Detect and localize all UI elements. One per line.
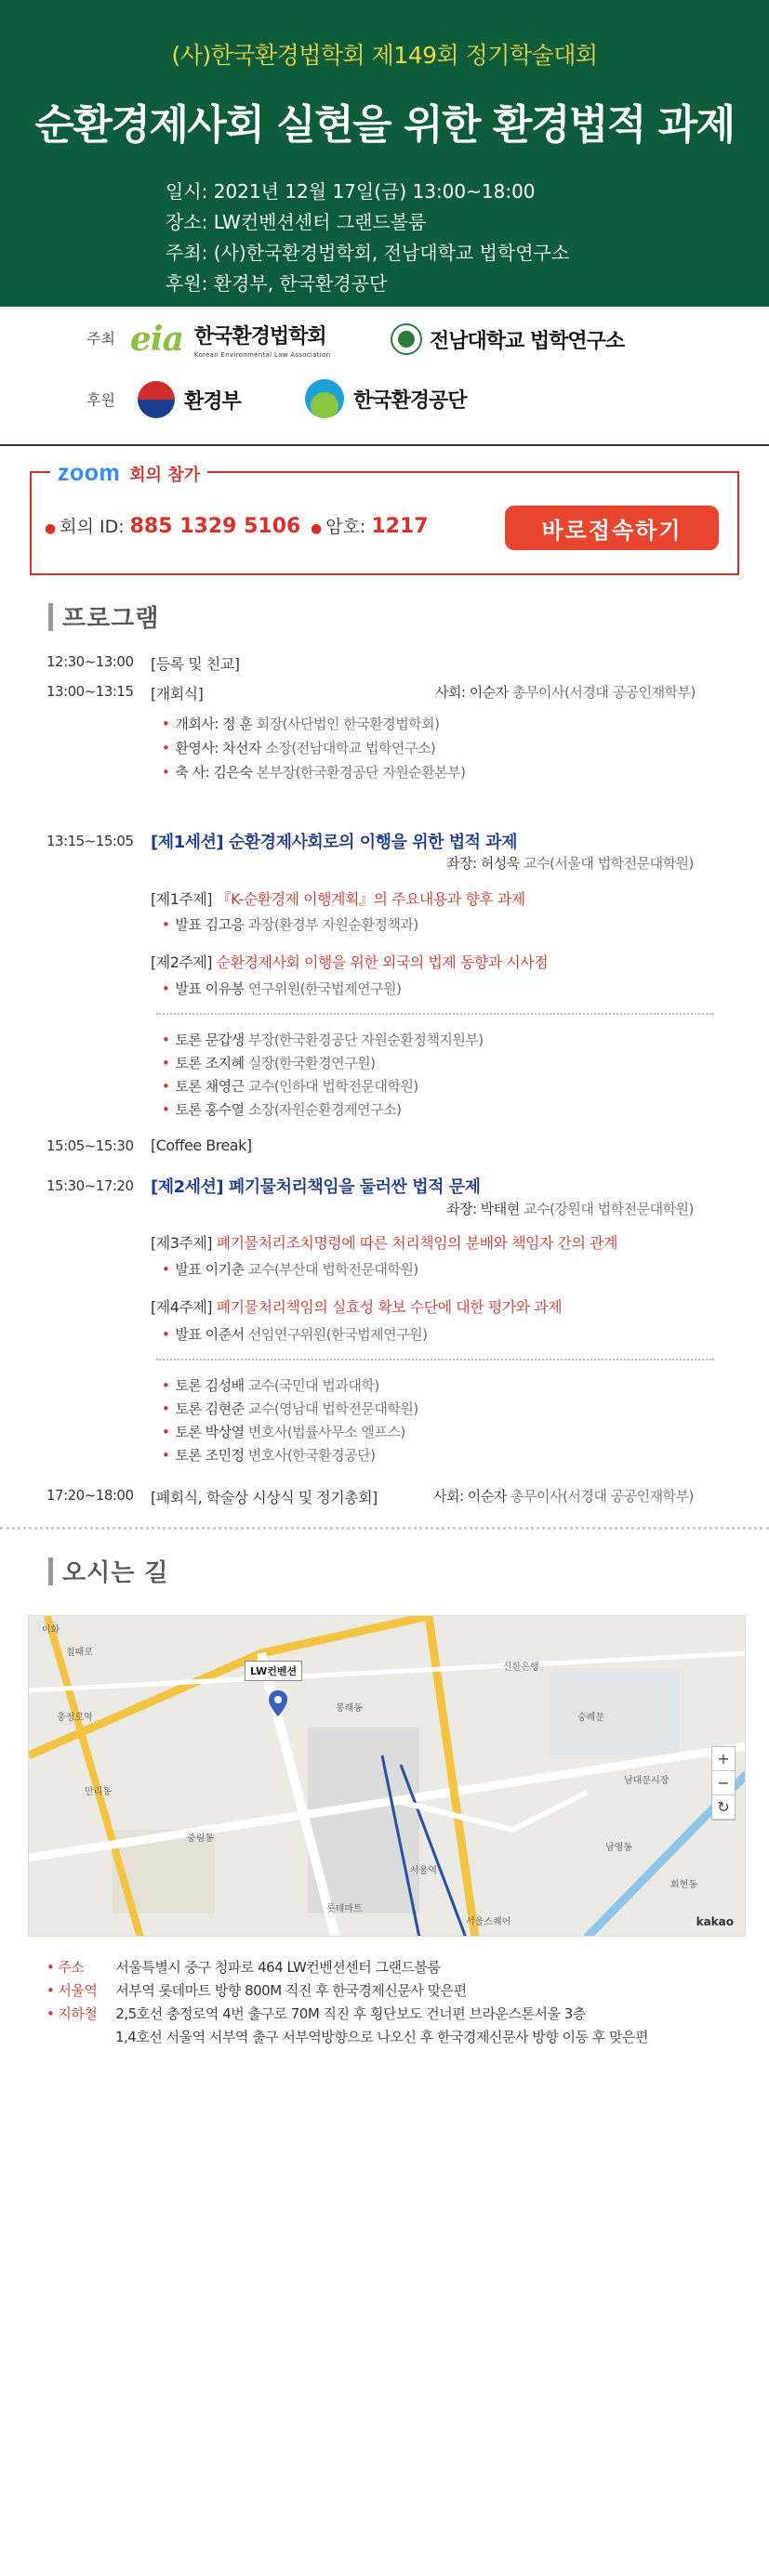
topic2: [제2주제] 순환경제사회 이행을 위한 외국의 법제 동향과 시사점 [151,953,549,971]
discussant: • 토론 김현준 교수(영남대 법학전문대학원) [162,1400,418,1417]
eia-mark-icon: eia [130,320,183,359]
bullet-icon: ● [311,521,323,536]
map-label: 봉래동 [336,1703,363,1714]
registration-time: 12:30~13:00 [46,653,134,670]
map-label: 서울스퀘어 [466,1917,511,1927]
direction-subway-extra: 1,4호선 서울역 서부역 출구 서부역방향으로 나오신 후 한국경제신문사 방향 이동 후 맞은편 [115,2029,648,2045]
password-value: 1217 [371,515,429,538]
header-banner [0,0,769,307]
kela-name: 한국환경법학회 [193,324,326,348]
discussant: • 토론 문갑생 부장(한국환경공단 자원순환정책지원부) [162,1032,484,1048]
program-heading-text: 프로그램 [62,605,160,633]
registration-item: [등록 및 친교] [151,655,240,673]
map-label: 숭례문 [577,1713,604,1723]
join-meeting-button[interactable]: 바로접속하기 [505,506,719,550]
map-label: 회현동 [670,1880,697,1890]
map-venue-tag: LW컨벤션 [245,1661,302,1681]
map-label: 남대문시장 [624,1776,670,1786]
list-item: • 축 사: 김은숙 본부장(한국환경공단 자원순환본부) [162,764,466,781]
kakao-logo: kakao [696,1915,734,1928]
map-label: 서울역 [410,1866,437,1876]
jnu-logo [391,323,624,355]
closing-time: 17:20~18:00 [46,1487,134,1504]
session2-title: [제2세션] 폐기물처리책임을 둘러싼 법적 문제 [151,1177,481,1197]
kela-logo [130,320,330,359]
kela-english-name: Korean Environmental Law Association [193,350,331,359]
map-label: 롯데마트 [326,1904,363,1914]
sponsor-logos [0,307,769,446]
session1-title: [제1세션] 순환경제사회로의 이행을 위한 법적 과제 [151,833,518,852]
info-host: 주최: (사)한국환경법학회, 전남대학교 법학연구소 [166,242,570,264]
map-label: 칠패로 [66,1648,93,1658]
topic3-presenter: • 발표 이기춘 교수(부산대 법학전문대학원) [162,1261,418,1278]
topic2-presenter: • 발표 이유봉 연구위원(한국법제연구원) [162,980,402,997]
map-label: 남영동 [605,1843,632,1853]
opening-item: [개회식] [151,685,204,703]
taeguk-icon [138,381,175,418]
keco-mark-icon [305,379,344,418]
section-separator [0,1527,769,1530]
jnu-seal-icon [391,323,422,355]
zoom-logo-icon: zoom [58,460,121,486]
conference-info [0,177,769,299]
closing-item: [폐회식, 학술상 시상식 및 정기총회] [151,1489,378,1506]
map-label: 신한은행 [503,1663,539,1673]
topic3: [제3주제] 폐기물처리조치명령에 따른 처리책임의 분배와 책임자 간의 관계 [151,1234,617,1252]
info-date: 일시: 2021년 12월 17일(금) 13:00~18:00 [166,180,536,203]
map-zoom-controls [711,1746,736,1820]
zoom-meeting-box [30,460,739,575]
heading-bar [48,603,53,631]
meeting-id [45,513,300,538]
location-map[interactable] [28,1615,746,1937]
session1-chair: 좌장: 허성욱 교수(서울대 법학전문대학원) [446,855,694,872]
topic4: [제4주제] 폐기물처리책임의 실효성 확보 수단에 대한 평가와 과제 [151,1298,563,1316]
divider [156,1013,714,1015]
moe-name: 환경부 [184,389,241,414]
zoom-out-icon[interactable]: − [712,1771,735,1795]
discussant: • 토론 박상열 변호사(법률사무소 엘프스) [162,1424,405,1440]
discussant: • 토론 김성배 교수(국민대 법과대학) [162,1377,379,1394]
discussant: • 토론 채영근 교수(인하대 법학전문대학원) [162,1078,418,1095]
topic1: [제1주제] 『K-순환경제 이행계획』의 주요내용과 향후 과제 [151,890,525,908]
host-label: 주최 [86,330,115,348]
direction-subway: • 지하철 2,5호선 충정로역 4번 출구로 70M 직진 후 횡단보도 건너편 브라운스톤서울 3층 [46,2005,586,2022]
map-label: 이화 [42,1625,60,1636]
discussant: • 토론 홍수열 소장(자원순환경제연구소) [162,1101,402,1118]
map-pin-icon[interactable] [269,1690,287,1716]
info-support: 후원: 환경부, 한국환경공단 [166,272,388,295]
conference-subtitle: (사)한국환경법학회 제149회 정기학술대회 [171,42,598,69]
zoom-heading [50,460,207,487]
meeting-id-value: 885 1329 5106 [129,515,301,538]
direction-address: • 주소 서울특별시 중구 청파로 464 LW컨벤션센터 그랜드볼룸 [46,1959,441,1976]
bullet-icon: ● [45,521,57,536]
topic4-presenter: • 발표 이준서 선임연구위원(한국법제연구원) [162,1326,428,1343]
zoom-join-title: 회의 참가 [129,465,201,485]
closing-chair: 사회: 이순자 총무이사(서경대 공공인재학부) [433,1488,694,1505]
break-time: 15:05~15:30 [46,1137,134,1154]
info-venue: 장소: LW컨벤션센터 그랜드볼룸 [166,211,427,233]
discussant: • 토론 조지혜 실장(한국환경연구원) [162,1055,376,1071]
meeting-id-label: 회의 ID: [60,517,125,537]
support-label: 후원 [86,391,115,409]
opening-chair: 사회: 이순자 총무이사(서경대 공공인재학부) [435,684,696,701]
password-label: 암호: [325,517,366,537]
session2-time: 15:30~17:20 [46,1177,134,1194]
session2-chair: 좌장: 박태현 교수(강원대 법학전문대학원) [446,1201,694,1217]
keco-logo [305,379,467,418]
moe-logo [138,381,241,418]
list-item: • 환영사: 차선자 소장(전남대학교 법학연구소) [162,740,436,756]
divider [156,1359,714,1360]
keco-name: 한국환경공단 [353,388,467,413]
opening-time: 13:00~13:15 [46,683,134,700]
map-label: 충정로역 [57,1713,93,1723]
directions-heading-text: 오시는 길 [62,1559,169,1587]
map-label: 만리동 [85,1787,112,1797]
zoom-in-icon[interactable]: + [712,1747,735,1771]
discussant: • 토론 조민정 변호사(한국환경공단) [162,1447,376,1464]
program-heading [48,599,159,634]
conference-title: 순환경제사회 실현을 위한 환경법적 과제 [34,101,735,149]
list-item: • 개회사: 정 훈 회장(사단법인 한국환경법학회) [162,716,440,732]
session1-time: 13:15~15:05 [46,833,134,849]
heading-bar [48,1557,53,1585]
break-item: [Coffee Break] [151,1137,252,1154]
directions-heading [48,1554,169,1588]
refresh-icon[interactable]: ↻ [712,1795,735,1820]
jnu-name: 전남대학교 법학연구소 [430,329,625,353]
direction-seoul-station: • 서울역 서부역 롯데마트 방향 800M 직진 후 한국경제신문사 맞은편 [46,1982,467,1999]
meeting-password [311,513,429,538]
map-label: 중림동 [187,1833,214,1844]
topic1-presenter: • 발표 김고응 과장(환경부 자원순환정책과) [162,916,418,933]
